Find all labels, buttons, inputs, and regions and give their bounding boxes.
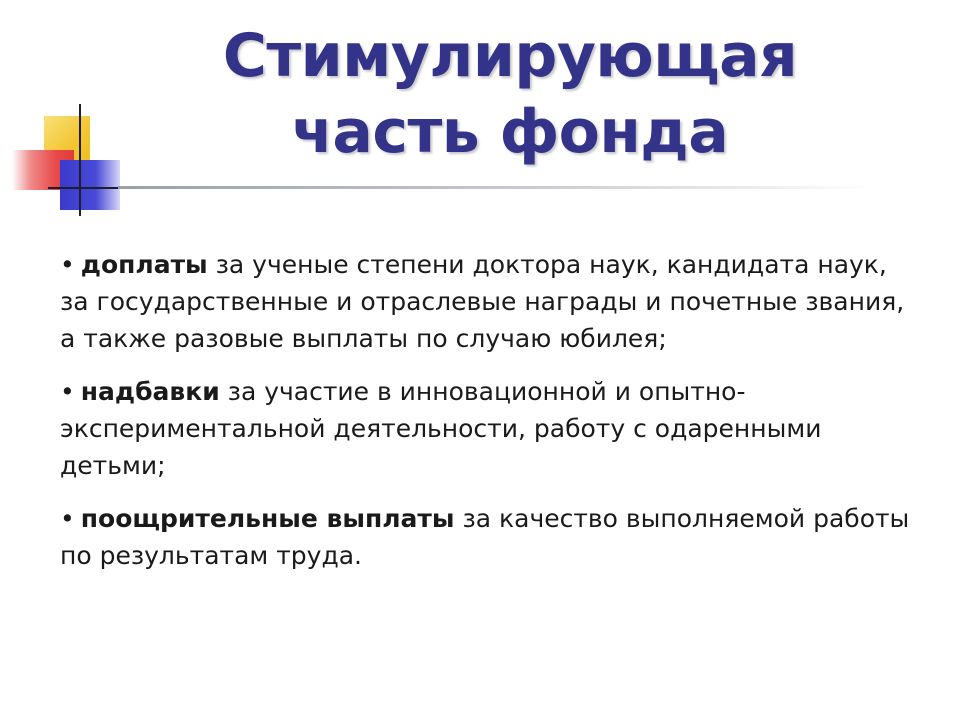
bullet-icon: • bbox=[60, 250, 75, 279]
blue-square-decoration bbox=[60, 160, 120, 210]
item-term: поощрительные выплаты bbox=[80, 504, 455, 533]
title-underline-rule bbox=[118, 186, 878, 189]
slide-title-line-1: Стимулирующая bbox=[222, 21, 798, 91]
horizontal-line-decoration bbox=[48, 187, 128, 189]
bullet-icon: • bbox=[60, 377, 75, 406]
item-text: за участие в инновационной и опытно-экспериментальной деятельности, работу с одаренными детьми; bbox=[60, 377, 822, 480]
slide-title bbox=[150, 18, 870, 170]
bullet-icon: • bbox=[60, 504, 75, 533]
item-term: доплаты bbox=[80, 250, 208, 279]
bullet-list bbox=[60, 246, 915, 590]
decorative-blocks-graphic bbox=[0, 0, 140, 230]
list-item-pooshchritelnye bbox=[60, 500, 915, 574]
slide-title-line-2: часть фонда bbox=[291, 97, 729, 167]
item-term: надбавки bbox=[80, 377, 220, 406]
list-item-doplaty bbox=[60, 246, 915, 357]
vertical-line-decoration bbox=[79, 104, 81, 216]
item-text: за ученые степени доктора наук, кандидата наук, за государственные и отраслевые награды и почетные звания, а также разовые выплаты по случаю юбилея; bbox=[60, 250, 905, 353]
item-text: за качество выполняемой работы по результатам труда. bbox=[60, 504, 910, 570]
list-item-nadbavki bbox=[60, 373, 915, 484]
